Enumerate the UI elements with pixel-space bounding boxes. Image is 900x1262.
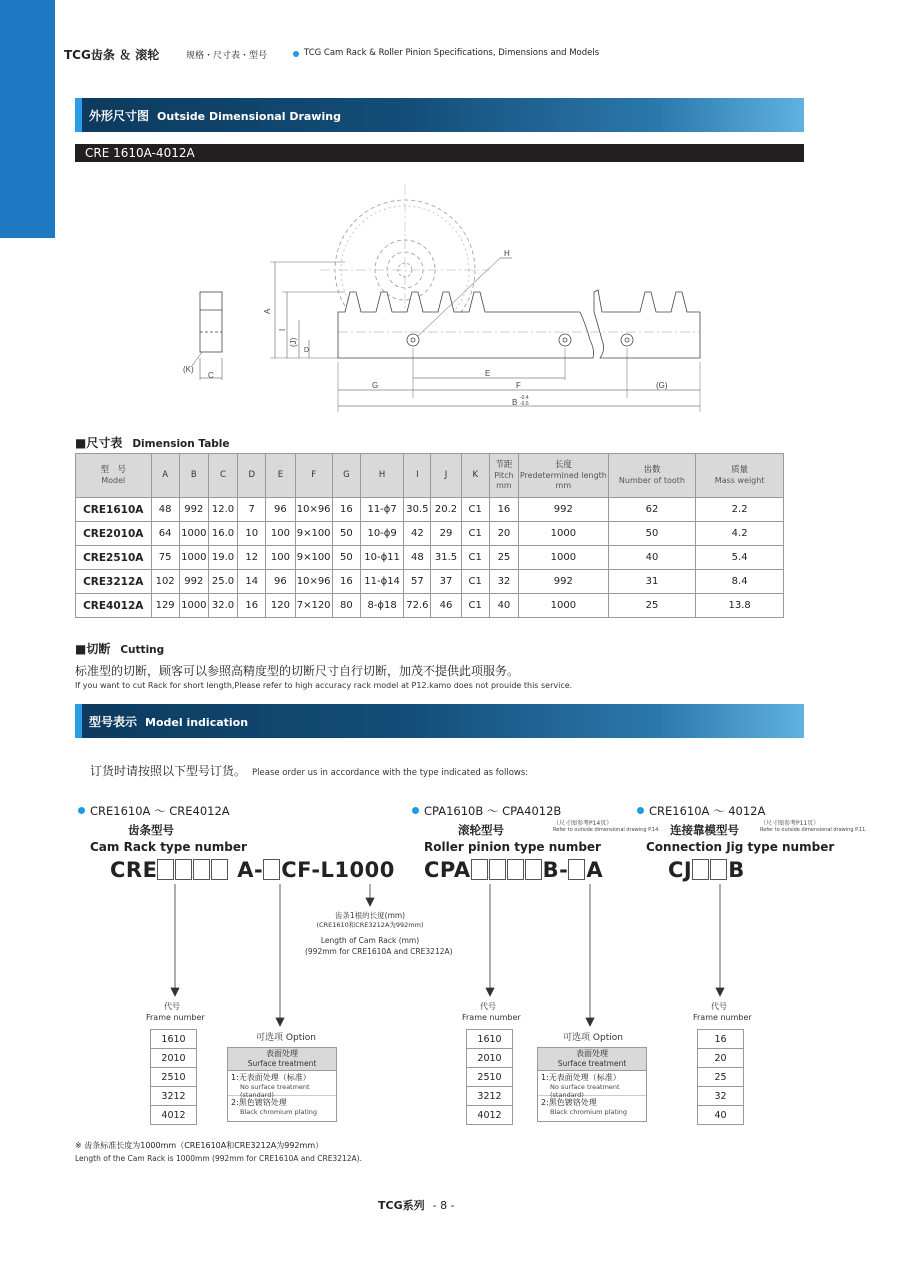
header-cn: 齿数 bbox=[643, 464, 661, 475]
header-cn: 型 号 bbox=[100, 464, 127, 475]
roller-option-label bbox=[563, 1032, 623, 1044]
table-cell: 13.8 bbox=[696, 594, 784, 618]
code-box bbox=[175, 859, 192, 880]
table-cell: 72.6 bbox=[404, 594, 431, 618]
ref-en: Refer to outside dimensional drawing P.11. bbox=[760, 827, 867, 834]
roller-type-cn: 滚轮型号 bbox=[458, 823, 504, 837]
section-title-en: Model indication bbox=[145, 716, 249, 729]
frame-number-cell: 2510 bbox=[151, 1068, 197, 1087]
table-row bbox=[76, 522, 784, 546]
length-cn2: (CRE1610和CRE3212A为992mm) bbox=[316, 921, 424, 930]
table-cell: 14 bbox=[238, 570, 266, 594]
table-cell: 2.2 bbox=[696, 498, 784, 522]
option-cn: 可选项 bbox=[563, 1033, 591, 1043]
model-cell: CRE1610A bbox=[76, 498, 152, 522]
roller-type-en: Roller pinion type number bbox=[424, 840, 601, 854]
rack-surface-table bbox=[227, 1047, 337, 1122]
model-range-bar bbox=[75, 144, 804, 162]
rack-range bbox=[78, 803, 230, 819]
header-cn: 长度 bbox=[554, 459, 572, 470]
table-cell: 25 bbox=[608, 594, 696, 618]
table-cell: 992 bbox=[179, 570, 208, 594]
surface-en: Surface treatment bbox=[557, 1059, 627, 1069]
header-en: Number of tooth bbox=[618, 475, 685, 485]
table-cell: 4.2 bbox=[696, 522, 784, 546]
surface-opt2-cn: 2:黑色镀铬处理 bbox=[231, 1098, 287, 1108]
table-cell: 50 bbox=[332, 522, 360, 546]
table-cell: 31 bbox=[608, 570, 696, 594]
jig-range bbox=[637, 803, 765, 819]
header-cn: E bbox=[277, 469, 284, 480]
code-mid: B- bbox=[542, 858, 569, 882]
surface-cn: 表面处理 bbox=[266, 1049, 298, 1058]
code-box bbox=[507, 859, 524, 880]
table-cell: 1000 bbox=[519, 522, 609, 546]
heading-cn: ■切断 bbox=[75, 642, 111, 656]
frame-cn: 代号 bbox=[164, 1002, 180, 1011]
cutting-heading bbox=[75, 640, 164, 657]
header-cn: K bbox=[472, 469, 479, 480]
model-cell: CRE4012A bbox=[76, 594, 152, 618]
roller-frame-label bbox=[462, 1002, 521, 1024]
jig-type-en: Connection Jig type number bbox=[646, 840, 835, 854]
table-row bbox=[76, 546, 784, 570]
heading-en: Dimension Table bbox=[132, 438, 230, 450]
column-header bbox=[608, 454, 696, 498]
rack-frame-label bbox=[146, 1002, 205, 1024]
rack-left bbox=[338, 292, 594, 358]
table-cell: 9×100 bbox=[295, 522, 332, 546]
header-en: Predetermined length bbox=[519, 470, 607, 480]
table-cell: 64 bbox=[151, 522, 179, 546]
table-cell: 16 bbox=[332, 498, 360, 522]
frame-number-cell: 32 bbox=[698, 1087, 744, 1106]
label-H: H bbox=[504, 249, 510, 258]
code-box bbox=[211, 859, 228, 880]
model-cell: CRE2510A bbox=[76, 546, 152, 570]
code-suffix: B bbox=[728, 858, 745, 882]
rack-type-cn: 齿条型号 bbox=[128, 823, 174, 837]
table-cell: 32.0 bbox=[208, 594, 237, 618]
header-cn: G bbox=[343, 469, 350, 480]
column-header bbox=[179, 454, 208, 498]
header-cn: B bbox=[190, 469, 197, 480]
jig-frame-label bbox=[693, 1002, 752, 1024]
table-cell: 8-ϕ18 bbox=[360, 594, 403, 618]
table-cell: 25.0 bbox=[208, 570, 237, 594]
column-header bbox=[238, 454, 266, 498]
header-en: Mass weight bbox=[714, 475, 765, 485]
code-box bbox=[157, 859, 174, 880]
table-cell: 7×120 bbox=[295, 594, 332, 618]
heading-en: Cutting bbox=[120, 644, 165, 656]
rack-type-en: Cam Rack type number bbox=[90, 840, 247, 854]
section-band-outside bbox=[75, 98, 804, 132]
bullet-icon bbox=[637, 807, 644, 814]
option-en: Option bbox=[285, 1033, 316, 1043]
table-cell: 16 bbox=[238, 594, 266, 618]
frame-number-cell: 25 bbox=[698, 1068, 744, 1087]
section-title-en: Outside Dimensional Drawing bbox=[157, 110, 341, 123]
jig-code bbox=[668, 858, 745, 882]
code-suffix: CF-L1000 bbox=[281, 858, 395, 882]
page-number bbox=[378, 1197, 455, 1213]
frame-en: Frame number bbox=[146, 1012, 205, 1022]
label-I: I bbox=[278, 328, 287, 331]
header-english: TCG Cam Rack & Roller Pinion Specifications, Dimensions and Models bbox=[304, 48, 600, 58]
table-row bbox=[76, 570, 784, 594]
frame-cn: 代号 bbox=[480, 1002, 496, 1011]
frame-number-cell: 2010 bbox=[151, 1049, 197, 1068]
table-cell: C1 bbox=[461, 594, 489, 618]
bullet-icon bbox=[78, 807, 85, 814]
option-cn: 可选项 bbox=[256, 1033, 284, 1043]
code-prefix: CRE bbox=[110, 858, 158, 882]
column-header bbox=[489, 454, 518, 498]
model-cell: CRE2010A bbox=[76, 522, 152, 546]
table-cell: 7 bbox=[238, 498, 266, 522]
rack-right bbox=[594, 290, 700, 358]
code-box bbox=[710, 859, 727, 880]
column-header bbox=[519, 454, 609, 498]
jig-type-cn: 连接靠模型号 bbox=[670, 823, 739, 837]
table-cell: 11-ϕ7 bbox=[360, 498, 403, 522]
order-instruction bbox=[90, 762, 528, 779]
table-cell: 75 bbox=[151, 546, 179, 570]
frame-number-cell: 2510 bbox=[467, 1068, 513, 1087]
label-G-right: (G) bbox=[656, 381, 668, 390]
header-cn: 质量 bbox=[731, 464, 749, 475]
section-band-model bbox=[75, 704, 804, 738]
column-header bbox=[332, 454, 360, 498]
heading-cn: ■尺寸表 bbox=[75, 436, 123, 450]
table-cell: 25 bbox=[489, 546, 518, 570]
table-cell: 12 bbox=[238, 546, 266, 570]
rack-code bbox=[110, 858, 395, 882]
table-cell: 11-ϕ14 bbox=[360, 570, 403, 594]
table-cell: 102 bbox=[151, 570, 179, 594]
table-cell: 1000 bbox=[519, 546, 609, 570]
frame-number-cell: 1610 bbox=[151, 1030, 197, 1049]
roller-frame-table bbox=[466, 1029, 513, 1125]
table-cell: 50 bbox=[332, 546, 360, 570]
surface-opt1-en: No surface treatment (standard) bbox=[550, 1083, 620, 1100]
label-C: C bbox=[208, 371, 214, 380]
table-cell: 10×96 bbox=[295, 570, 332, 594]
code-box bbox=[489, 859, 506, 880]
page-num: - 8 - bbox=[432, 1199, 455, 1212]
order-en: Please order us in accordance with the type indicated as follows: bbox=[252, 768, 529, 778]
header-cn: F bbox=[311, 469, 317, 480]
cutting-text-en: If you want to cut Rack for short length,Please refer to high accuracy rack model at P12.kamo does not prouide this service. bbox=[75, 681, 573, 690]
header-cn: I bbox=[416, 469, 419, 480]
table-cell: 16.0 bbox=[208, 522, 237, 546]
column-header bbox=[208, 454, 237, 498]
column-header bbox=[461, 454, 489, 498]
frame-number-cell: 3212 bbox=[151, 1087, 197, 1106]
table-row bbox=[76, 498, 784, 522]
rack-option-label bbox=[256, 1032, 316, 1044]
jig-range-text: CRE1610A ～ 4012A bbox=[649, 804, 766, 818]
footnote-cn: ※ 齿条标准长度为1000mm（CRE1610A和CRE3212A为992mm） bbox=[75, 1141, 324, 1150]
table-cell: 1000 bbox=[519, 594, 609, 618]
cutting-text-cn: 标准型的切断，顾客可以参照高精度型的切断尺寸自行切断，加茂不提供此项服务。 bbox=[75, 664, 520, 678]
table-cell: 46 bbox=[431, 594, 461, 618]
table-cell: 40 bbox=[489, 594, 518, 618]
table-cell: 32 bbox=[489, 570, 518, 594]
code-mid: A- bbox=[237, 858, 264, 882]
column-header bbox=[151, 454, 179, 498]
length-en2: (992mm for CRE1610A and CRE3212A) bbox=[305, 947, 453, 957]
surface-opt1-cn: 1:无表面处理（标准） bbox=[541, 1073, 621, 1083]
roller-surface-table bbox=[537, 1047, 647, 1122]
frame-number-cell: 2010 bbox=[467, 1049, 513, 1068]
table-cell: 992 bbox=[519, 498, 609, 522]
table-cell: C1 bbox=[461, 570, 489, 594]
length-en: Length of Cam Rack (mm) bbox=[320, 936, 420, 945]
table-cell: 96 bbox=[266, 570, 295, 594]
table-cell: 48 bbox=[404, 546, 431, 570]
table-cell: 10 bbox=[238, 522, 266, 546]
surface-cn: 表面处理 bbox=[576, 1049, 608, 1058]
frame-number-cell: 20 bbox=[698, 1049, 744, 1068]
table-header-row bbox=[76, 454, 784, 498]
side-color-tab bbox=[0, 0, 55, 238]
header-cn: J bbox=[444, 469, 448, 480]
bullet-icon bbox=[293, 51, 299, 57]
table-cell: C1 bbox=[461, 498, 489, 522]
table-cell: 1000 bbox=[179, 522, 208, 546]
table-cell: 30.5 bbox=[404, 498, 431, 522]
label-E: E bbox=[485, 369, 491, 378]
frame-number-cell: 40 bbox=[698, 1106, 744, 1125]
frame-en: Frame number bbox=[693, 1012, 752, 1022]
column-header bbox=[431, 454, 461, 498]
ref-cn: （尺寸图参考P14页） bbox=[553, 820, 613, 827]
table-cell: 57 bbox=[404, 570, 431, 594]
rack-range-text: CRE1610A ～ CRE4012A bbox=[90, 804, 230, 818]
header-cn: 节距 bbox=[495, 459, 513, 470]
table-cell: 16 bbox=[332, 570, 360, 594]
option-en: Option bbox=[592, 1033, 623, 1043]
code-box bbox=[692, 859, 709, 880]
code-box bbox=[193, 859, 210, 880]
code-prefix: CJ bbox=[668, 858, 693, 882]
header-cn: D bbox=[248, 469, 255, 480]
label-F: F bbox=[516, 381, 521, 390]
table-cell: 120 bbox=[266, 594, 295, 618]
table-cell: 1000 bbox=[179, 594, 208, 618]
ref-cn: （尺寸图参考P11页） bbox=[760, 820, 820, 827]
roller-range bbox=[412, 803, 561, 819]
table-cell: 31.5 bbox=[431, 546, 461, 570]
table-row bbox=[76, 594, 784, 618]
surface-en: Surface treatment bbox=[247, 1059, 317, 1069]
table-cell: 100 bbox=[266, 522, 295, 546]
roller-code bbox=[424, 858, 603, 882]
header-en: Model bbox=[101, 475, 126, 485]
column-header bbox=[295, 454, 332, 498]
header-cn: H bbox=[378, 469, 386, 480]
frame-cn: 代号 bbox=[711, 1002, 727, 1011]
table-cell: 80 bbox=[332, 594, 360, 618]
table-cell: 129 bbox=[151, 594, 179, 618]
table-cell: 96 bbox=[266, 498, 295, 522]
table-cell: 62 bbox=[608, 498, 696, 522]
frame-number-cell: 16 bbox=[698, 1030, 744, 1049]
section-title-cn: 外形尺寸图 bbox=[89, 109, 150, 123]
column-header bbox=[404, 454, 431, 498]
frame-number-cell: 3212 bbox=[467, 1087, 513, 1106]
table-cell: C1 bbox=[461, 522, 489, 546]
table-cell: C1 bbox=[461, 546, 489, 570]
column-header bbox=[266, 454, 295, 498]
label-K: (K) bbox=[183, 365, 194, 374]
label-G: G bbox=[372, 381, 379, 390]
header-subtitle: 规格・尺寸表・型号 bbox=[186, 51, 268, 61]
table-cell: 1000 bbox=[179, 546, 208, 570]
label-B: B bbox=[512, 398, 518, 407]
table-cell: 19.0 bbox=[208, 546, 237, 570]
tol-top: -0.4 bbox=[520, 395, 529, 401]
rack-frame-table bbox=[150, 1029, 197, 1125]
table-cell: 29 bbox=[431, 522, 461, 546]
header-unit: mm bbox=[555, 481, 572, 491]
code-box bbox=[263, 859, 280, 880]
rack-length-note bbox=[305, 910, 453, 958]
frame-number-cell: 4012 bbox=[151, 1106, 197, 1125]
series-label: TCG系列 bbox=[378, 1199, 425, 1212]
model-range: CRE 1610A-4012A bbox=[85, 146, 195, 160]
label-A: A bbox=[263, 308, 272, 314]
column-header bbox=[76, 454, 152, 498]
table-cell: 10×96 bbox=[295, 498, 332, 522]
table-cell: 10-ϕ9 bbox=[360, 522, 403, 546]
surface-opt2-cn: 2:黑色镀铬处理 bbox=[541, 1098, 597, 1108]
table-cell: 8.4 bbox=[696, 570, 784, 594]
header-cn: C bbox=[220, 469, 226, 480]
footnote-en: Length of the Cam Rack is 1000mm (992mm for CRE1610A and CRE3212A). bbox=[75, 1154, 362, 1163]
header-en: Pitch bbox=[494, 470, 514, 480]
surface-opt1-cn: 1:无表面处理（标准） bbox=[231, 1073, 311, 1083]
frame-number-cell: 1610 bbox=[467, 1030, 513, 1049]
bullet-icon bbox=[412, 807, 419, 814]
table-cell: 10-ϕ11 bbox=[360, 546, 403, 570]
model-cell: CRE3212A bbox=[76, 570, 152, 594]
tol-bottom: -0.6 bbox=[520, 401, 529, 407]
table-cell: 100 bbox=[266, 546, 295, 570]
header-unit: mm bbox=[496, 481, 512, 491]
header-title: TCG齿条 ＆ 滚轮 bbox=[64, 48, 160, 62]
label-D: D bbox=[304, 347, 310, 354]
code-box bbox=[568, 859, 585, 880]
roller-range-text: CPA1610B ～ CPA4012B bbox=[424, 804, 562, 818]
order-cn: 订货时请按照以下型号订货。 bbox=[90, 764, 247, 778]
code-box bbox=[471, 859, 488, 880]
table-cell: 50 bbox=[608, 522, 696, 546]
section-title-cn: 型号表示 bbox=[89, 715, 138, 729]
roller-ref bbox=[553, 820, 660, 833]
end-view-block bbox=[200, 292, 222, 352]
table-cell: 16 bbox=[489, 498, 518, 522]
table-cell: 48 bbox=[151, 498, 179, 522]
code-box bbox=[525, 859, 542, 880]
jig-ref bbox=[760, 820, 867, 833]
column-header bbox=[696, 454, 784, 498]
table-cell: 20.2 bbox=[431, 498, 461, 522]
table-cell: 12.0 bbox=[208, 498, 237, 522]
header-cn: A bbox=[162, 469, 169, 480]
table-cell: 5.4 bbox=[696, 546, 784, 570]
length-cn: 齿条1根的长度(mm) bbox=[334, 911, 406, 920]
frame-number-cell: 4012 bbox=[467, 1106, 513, 1125]
table-cell: 20 bbox=[489, 522, 518, 546]
dimension-table bbox=[75, 453, 784, 618]
table-cell: 42 bbox=[404, 522, 431, 546]
ref-en: Refer to outside dimensional drawing P.14. bbox=[553, 827, 660, 834]
jig-frame-table bbox=[697, 1029, 744, 1125]
code-prefix: CPA bbox=[424, 858, 471, 882]
column-header bbox=[360, 454, 403, 498]
surface-opt2-en: Black chromium plating bbox=[550, 1108, 628, 1117]
label-J: (J) bbox=[289, 337, 298, 347]
frame-en: Frame number bbox=[462, 1012, 521, 1022]
outside-dimension-drawing bbox=[170, 180, 730, 420]
code-suffix: A bbox=[586, 858, 604, 882]
table-body bbox=[76, 498, 784, 618]
table-cell: 992 bbox=[519, 570, 609, 594]
table-cell: 40 bbox=[608, 546, 696, 570]
surface-opt2-en: Black chromium plating bbox=[240, 1108, 318, 1117]
table-cell: 992 bbox=[179, 498, 208, 522]
table-cell: 9×100 bbox=[295, 546, 332, 570]
dimension-table-heading bbox=[75, 434, 230, 451]
table-cell: 37 bbox=[431, 570, 461, 594]
surface-opt1-en: No surface treatment (standard) bbox=[240, 1083, 310, 1100]
